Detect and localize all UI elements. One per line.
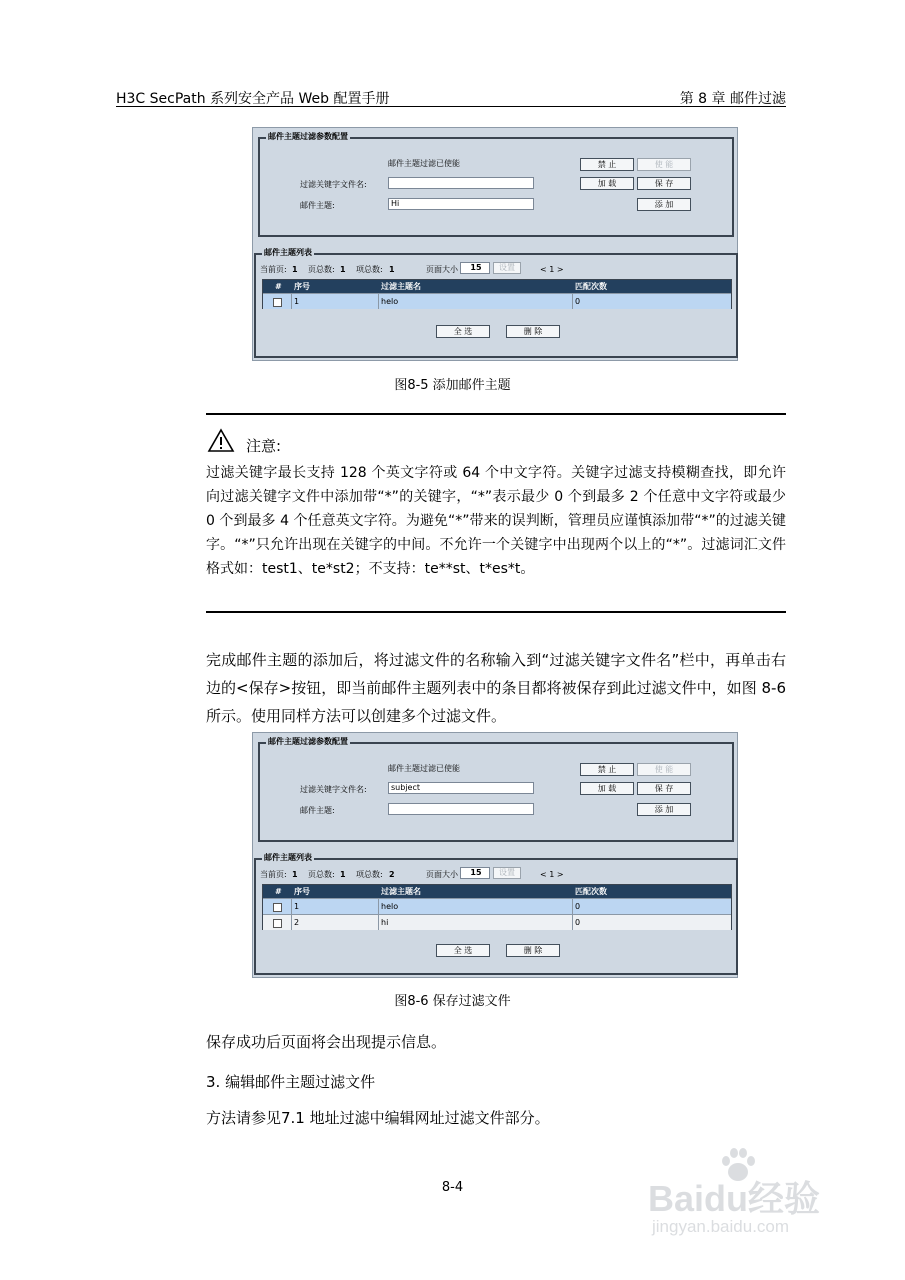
note-text: 过滤关键字最长支持 128 个英文字符或 64 个中文字符。关键字过滤支持模糊查找，即允许向过滤关键字文件中添加带“*”的关键字，“*”表示最少 0 个到最多 2 个任意中文字符或最少 0 个到最多 4 个任意英文字符。为避免“*”带来的误判断，管理员应谨慎添加带“*”的过滤关键字。“*”只允许出现在关键字的中间。不允许一个关键字中出现两个以上的“*”。过滤词汇文件格式如：test1、te*st2；不支持：te**st、t*es*t。 <box>206 465 786 577</box>
row-count: 0 <box>575 918 581 927</box>
col-select: # <box>275 887 282 896</box>
param-config-group <box>258 132 734 237</box>
file-name-input[interactable] <box>388 177 534 189</box>
current-page-label: 当前页: <box>260 265 287 274</box>
subject-list-group <box>254 853 738 975</box>
total-pages-value: 1 <box>340 265 346 274</box>
total-pages-label: 页总数: <box>308 265 335 274</box>
row-subject: hi <box>381 918 389 927</box>
enable-button[interactable]: 使 能 <box>637 763 691 776</box>
subject-label: 邮件主题: <box>300 806 335 815</box>
save-button[interactable]: 保 存 <box>637 177 691 190</box>
table-row <box>263 898 731 914</box>
subject-table <box>262 279 732 309</box>
select-all-button[interactable]: 全 选 <box>436 944 490 957</box>
subject-label: 邮件主题: <box>300 201 335 210</box>
page-size-label: 页面大小 <box>426 265 458 274</box>
total-items-label: 项总数: <box>356 265 383 274</box>
delete-button[interactable]: 删 除 <box>506 325 560 338</box>
table-row <box>263 293 731 309</box>
note-top-rule <box>206 413 786 415</box>
baidu-watermark <box>648 1145 848 1245</box>
current-page-value: 1 <box>292 265 298 274</box>
select-all-button[interactable]: 全 选 <box>436 325 490 338</box>
total-items-value: 1 <box>389 265 395 274</box>
page-size-input[interactable]: 15 <box>460 262 490 274</box>
delete-button[interactable]: 删 除 <box>506 944 560 957</box>
col-match-count: 匹配次数 <box>575 887 607 896</box>
header-left: H3C SecPath 系列安全产品 Web 配置手册 <box>116 91 390 107</box>
param-config-title: 邮件主题过滤参数配置 <box>268 132 348 141</box>
paragraph-save-success: 保存成功后页面将会出现提示信息。 <box>206 1033 447 1051</box>
subject-table <box>262 884 732 930</box>
row-checkbox[interactable] <box>273 903 282 912</box>
total-items-label: 项总数: <box>356 870 383 879</box>
disable-button[interactable]: 禁 止 <box>580 158 634 171</box>
page-number: 8-4 <box>441 1180 464 1195</box>
current-page-value: 1 <box>292 870 298 879</box>
total-items-value: 2 <box>389 870 395 879</box>
figure-8-6-screenshot <box>252 732 738 978</box>
row-count: 0 <box>575 902 581 911</box>
paragraph-save-file: 完成邮件主题的添加后，将过滤文件的名称输入到“过滤关键字文件名”栏中，再单击右边的<保存>按钮，即当前邮件主题列表中的条目都将被保存到此过滤文件中，如图 8-6所示。使用同样方法可以创建多个过滤文件。 <box>206 651 786 725</box>
row-checkbox[interactable] <box>273 919 282 928</box>
subject-list-title: 邮件主题列表 <box>264 248 312 257</box>
table-row <box>263 914 731 930</box>
set-page-size-button[interactable]: 设置 <box>493 262 521 274</box>
section-heading: 3. 编辑邮件主题过滤文件 <box>206 1073 376 1091</box>
row-number: 1 <box>294 297 300 306</box>
load-button[interactable]: 加 载 <box>580 782 634 795</box>
row-number: 1 <box>294 902 300 911</box>
row-checkbox[interactable] <box>273 298 282 307</box>
param-config-title: 邮件主题过滤参数配置 <box>268 737 348 746</box>
add-button[interactable]: 添 加 <box>637 198 691 211</box>
file-name-input[interactable]: subject <box>388 782 534 794</box>
watermark-url: jingyan.baidu.com <box>652 1217 790 1236</box>
pager[interactable]: < 1 > <box>540 870 564 879</box>
table-header <box>263 885 731 898</box>
col-number: 序号 <box>294 282 310 291</box>
subject-list-group <box>254 248 738 358</box>
load-button[interactable]: 加 载 <box>580 177 634 190</box>
add-button[interactable]: 添 加 <box>637 803 691 816</box>
figure-8-6-caption: 图8-6 保存过滤文件 <box>394 994 511 1009</box>
col-subject-name: 过滤主题名 <box>381 282 421 291</box>
page-size-input[interactable]: 15 <box>460 867 490 879</box>
figure-8-5-caption: 图8-5 添加邮件主题 <box>394 378 511 393</box>
pager[interactable]: < 1 > <box>540 265 564 274</box>
disable-button[interactable]: 禁 止 <box>580 763 634 776</box>
row-count: 0 <box>575 297 581 306</box>
set-page-size-button[interactable]: 设置 <box>493 867 521 879</box>
subject-input[interactable] <box>388 803 534 815</box>
subject-list-title: 邮件主题列表 <box>264 853 312 862</box>
row-subject: helo <box>381 902 399 911</box>
enable-button[interactable]: 使 能 <box>637 158 691 171</box>
warning-icon <box>207 428 235 454</box>
col-match-count: 匹配次数 <box>575 282 607 291</box>
total-pages-value: 1 <box>340 870 346 879</box>
file-name-label: 过滤关键字文件名: <box>300 180 367 189</box>
subject-input[interactable]: Hi <box>388 198 534 210</box>
filter-status: 邮件主题过滤已使能 <box>388 764 460 773</box>
col-subject-name: 过滤主题名 <box>381 887 421 896</box>
header-right: 第 8 章 邮件过滤 <box>679 91 786 107</box>
row-number: 2 <box>294 918 300 927</box>
note-bottom-rule <box>206 611 786 613</box>
col-number: 序号 <box>294 887 310 896</box>
total-pages-label: 页总数: <box>308 870 335 879</box>
header-rule <box>116 106 786 107</box>
figure-8-5-screenshot <box>252 127 738 361</box>
note-title: 注意: <box>246 437 282 455</box>
row-subject: helo <box>381 297 399 306</box>
watermark-logo: Baidu经验 <box>648 1178 821 1219</box>
file-name-label: 过滤关键字文件名: <box>300 785 367 794</box>
page-size-label: 页面大小 <box>426 870 458 879</box>
col-select: # <box>275 282 282 291</box>
table-header <box>263 280 731 293</box>
current-page-label: 当前页: <box>260 870 287 879</box>
paragraph-reference: 方法请参见7.1 地址过滤中编辑网址过滤文件部分。 <box>206 1109 550 1127</box>
save-button[interactable]: 保 存 <box>637 782 691 795</box>
param-config-group <box>258 737 734 842</box>
filter-status: 邮件主题过滤已使能 <box>388 159 460 168</box>
